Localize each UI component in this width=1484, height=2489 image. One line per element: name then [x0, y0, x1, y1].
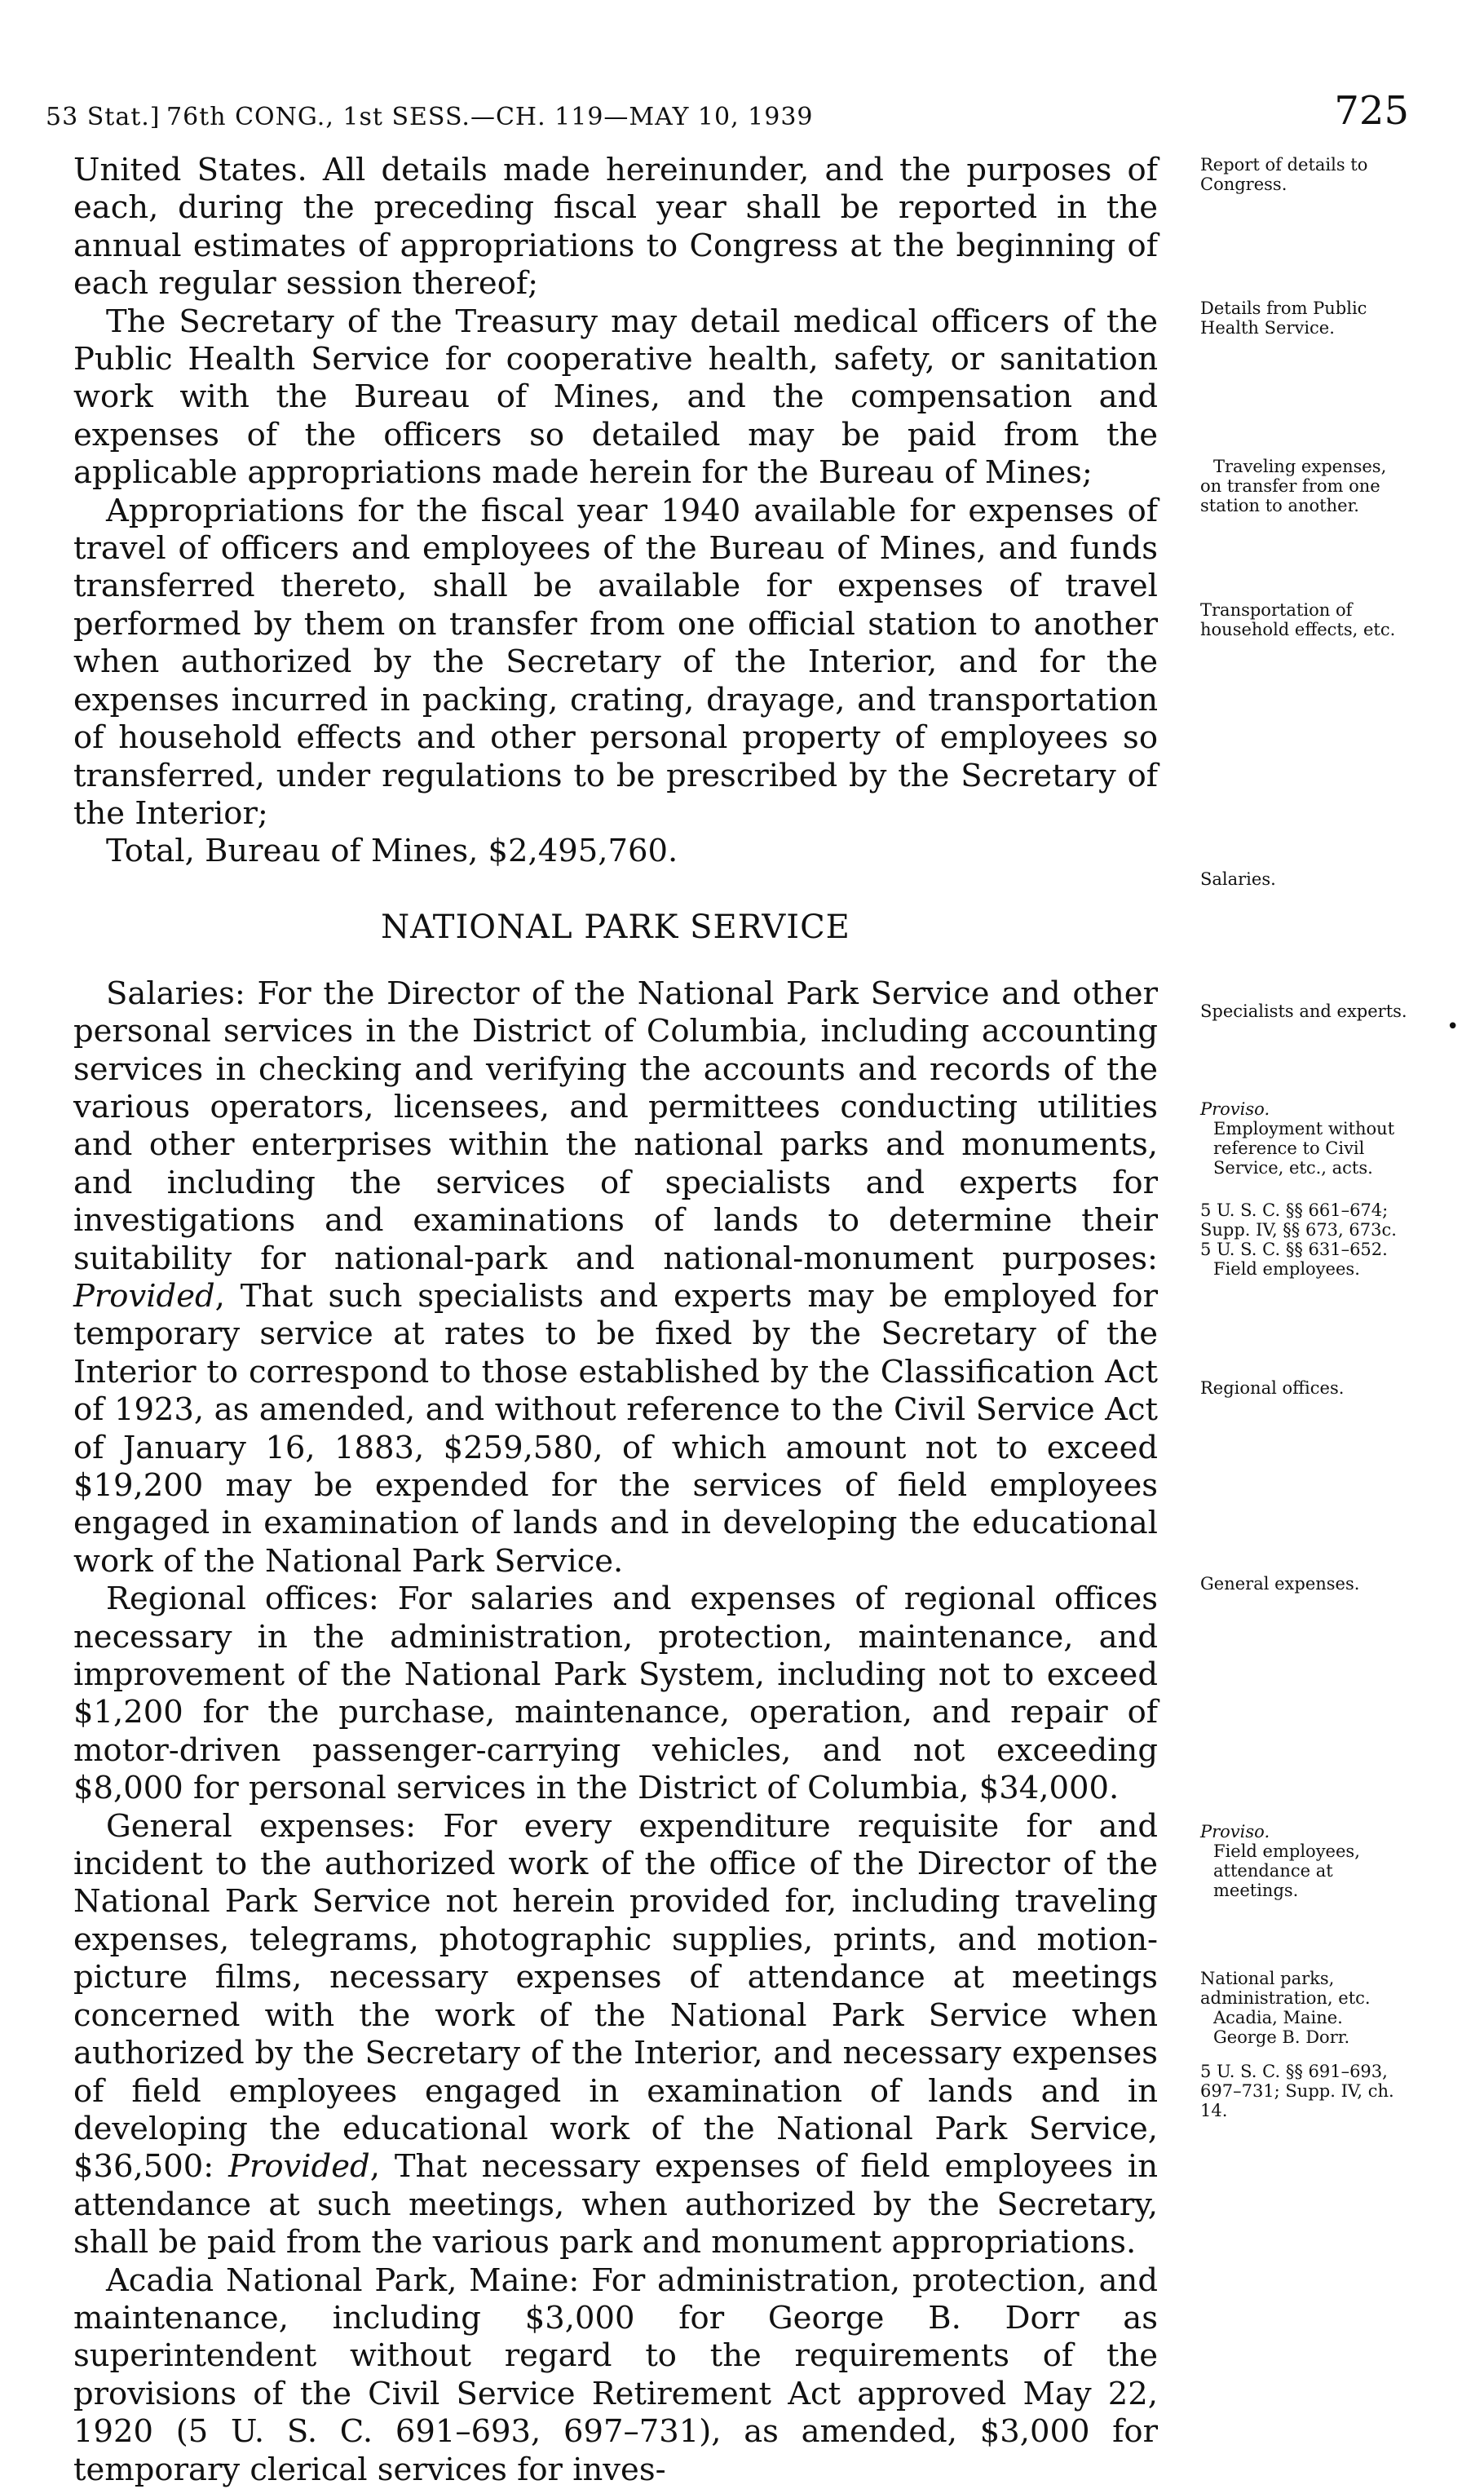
stray-mark: •: [1446, 1015, 1460, 1039]
main-text: [73, 152, 1158, 2489]
margin-note-proviso-1-label: Proviso.: [1200, 1099, 1270, 1119]
margin-note-national-parks: [1200, 1969, 1420, 2047]
section-heading: NATIONAL PARK SERVICE: [381, 908, 850, 946]
margin-note-specialists-text: Specialists and experts.: [1200, 1001, 1407, 1021]
provided-italic: Provided: [73, 1277, 215, 1315]
margin-note-usc-1: [1200, 1200, 1420, 1279]
margin-note-dorr: George B. Dorr.: [1213, 2027, 1350, 2047]
margin-note-national-parks-text: National parks, administration, etc.: [1200, 1969, 1371, 2008]
margin-note-travel: [1200, 457, 1420, 515]
general-text-a: General expenses: For every expenditure requisite for and incident to the authorized work of the office of the Director of the National Park Service not herein provided for, including traveling expenses, telegrams, photographic supplies, prints, and motion-picture films, necessary expenses of attendance at meetings concerned with the work of the National Park Service when authorized by the Secretary of the Interior, and necessary expenses of field employees engaged in examination of lands and in developing the educational work of the National Park Service, $36,500:: [73, 1807, 1158, 2186]
salaries-text-a: Salaries: For the Director of the National Park Service and other personal services in the District of Columbia, including accounting services in checking and verifying the accounts and records of the various operators, licensees, and permittees conducting utilities and other enterprises within the national parks and monuments, and including the services of specialists and experts for investigations and examinations of lands to determine their suitability for national-park and national-monument purposes:: [73, 975, 1158, 1277]
paragraph-general-expenses: [73, 1808, 1158, 2262]
margin-note-usc-1-line3: 5 U. S. C. §§ 631–652.: [1200, 1240, 1388, 1259]
margin-note-report-text: Report of details to Congress.: [1200, 155, 1368, 194]
margin-note-proviso-2-label: Proviso.: [1200, 1822, 1270, 1841]
margin-note-general: [1200, 1574, 1420, 1594]
margin-note-salaries: [1200, 869, 1420, 889]
paragraph-acadia: Acadia National Park, Maine: For administration, protection, and maintenance, including $3,000 for George B. Dorr as superintendent without regard to the requirements of the provisions of the Civil Service Retirement Act approved May 22, 1920 (5 U. S. C. 691–693, 697–731), as amended, $3,000 for temporary clerical services for inves-: [73, 2261, 1158, 2488]
margin-note-field-attendance: Field employees, attendance at meetings.: [1213, 1841, 1360, 1900]
margin-note-general-text: General expenses.: [1200, 1574, 1360, 1594]
margin-note-employment: Employment without reference to Civil Service, etc., acts.: [1213, 1119, 1395, 1178]
margin-note-transport-text: Transportation of household effects, etc.: [1200, 600, 1396, 639]
general-text-b: , That necessary expenses of field employees in attendance at such meetings, when authorized by the Secretary, shall be paid from the various park and monument appropriations.: [73, 2148, 1158, 2261]
margin-note-proviso-1: [1200, 1099, 1420, 1178]
session-line: 76th CONG., 1st SESS.—CH. 119—MAY 10, 1939: [166, 103, 814, 131]
paragraph-report-details: United States. All details made hereinunder, and the purposes of each, during the preceding fiscal year shall be reported in the annual estimates of appropriations to Congress at the beginning of each regular session thereof;: [73, 152, 1158, 303]
paragraph-travel-expenses: Appropriations for the fiscal year 1940 available for expenses of travel of officers and employees of the Bureau of Mines, and funds transferred thereto, shall be available for expenses of travel performed by them on transfer from one official station to another when authorized by the Secretary of the Interior, and for the expenses incurred in packing, crating, drayage, and transportation of household effects and other personal property of employees so transferred, under regulations to be prescribed by the Secretary of the Interior;: [73, 492, 1158, 832]
margin-note-report: [1200, 155, 1420, 194]
margin-note-phs: [1200, 298, 1420, 338]
margin-note-usc-1-line1: 5 U. S. C. §§ 661–674;: [1200, 1200, 1389, 1220]
margin-note-proviso-2: [1200, 1822, 1420, 1900]
margin-note-salaries-text: Salaries.: [1200, 869, 1276, 889]
margin-note-travel-line2: on transfer from one station to another.: [1200, 476, 1380, 515]
margin-note-usc-1-line2: Supp. IV, §§ 673, 673c.: [1200, 1220, 1397, 1240]
paragraph-salaries: [73, 975, 1158, 1581]
margin-note-travel-line1: Traveling expenses,: [1213, 457, 1387, 476]
margin-note-acadia: Acadia, Maine.: [1213, 2008, 1343, 2027]
total-bureau-of-mines: Total, Bureau of Mines, $2,495,760.: [106, 833, 678, 870]
margin-note-regional-text: Regional offices.: [1200, 1378, 1345, 1398]
margin-note-regional: [1200, 1378, 1420, 1398]
margin-note-usc-4-text: 5 U. S. C. §§ 691–693, 697–731; Supp. IV, ch. 14.: [1200, 2062, 1394, 2120]
margin-note-usc-4: [1200, 2062, 1420, 2120]
statute-citation: 53 Stat.]: [46, 103, 161, 131]
paragraph-regional-offices: Regional offices: For salaries and expenses of regional offices necessary in the administration, protection, maintenance, and improvement of the National Park System, including not to exceed $1,200 for the purchase, maintenance, operation, and repair of motor-driven passenger-carrying vehicles, and not exceeding $8,000 for personal services in the District of Columbia, $34,000.: [73, 1580, 1158, 1807]
page-number: 725: [1334, 88, 1409, 134]
provided-italic-2: Provided: [228, 2148, 370, 2186]
margin-note-phs-text: Details from Public Health Service.: [1200, 298, 1367, 338]
running-header: [46, 88, 1409, 145]
margin-note-transport: [1200, 600, 1420, 639]
paragraph-phs-details: The Secretary of the Treasury may detail medical officers of the Public Health Service for cooperative health, safety, or sanitation work with the Bureau of Mines, and the compensation and expenses of the officers so detailed may be paid from the applicable appropriations made herein for the Bureau of Mines;: [73, 303, 1158, 492]
salaries-text-b: , That such specialists and experts may be employed for temporary service at rates to be fixed by the Secretary of the Interior to correspond to those established by the Classification Act of 1923, as amended, and without reference to the Civil Service Act of January 16, 1883, $259,580, of which amount not to exceed $19,200 may be expended for the services of field employees engaged in examination of lands and in developing the educational work of the National Park Service.: [73, 1277, 1158, 1580]
margin-note-field-employees: Field employees.: [1213, 1259, 1360, 1279]
margin-note-specialists: [1200, 1001, 1420, 1021]
